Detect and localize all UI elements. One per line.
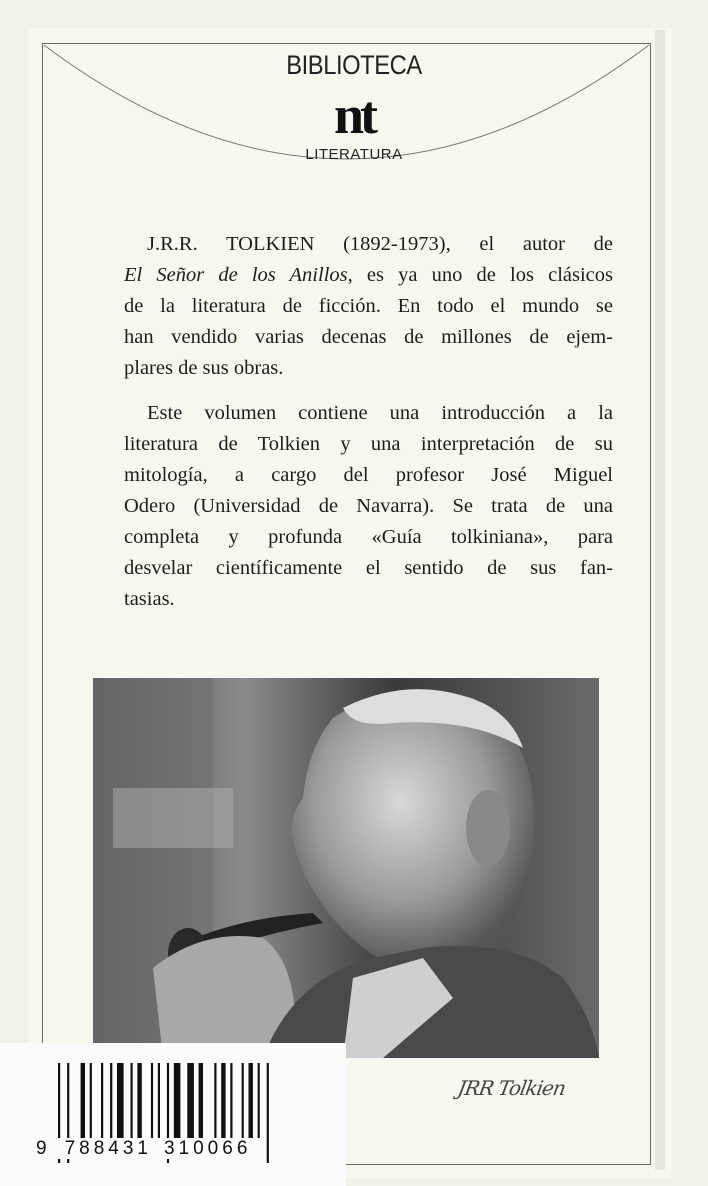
isbn-left-group: 788431 <box>51 1138 152 1159</box>
series-title: BIBLIOTECA <box>286 50 422 80</box>
barcode-bar <box>242 1063 244 1138</box>
text-line: tasias. <box>124 588 175 610</box>
text-line: literatura de Tolkien y una interpretación de su <box>124 433 613 455</box>
text-line: han vendido varias decenas de millones de ejem- <box>124 326 613 348</box>
text-line: plares de sus obras. <box>124 357 284 379</box>
barcode-bar <box>199 1063 203 1138</box>
barcode-bar <box>221 1063 225 1138</box>
text-line: desvelar científicamente el sentido de sus fan- <box>124 557 613 579</box>
barcode-bar <box>214 1063 216 1138</box>
barcode-bar <box>131 1063 133 1138</box>
text-line: El Señor de los Anillos, es ya uno de los clásicos <box>124 264 613 286</box>
isbn-number <box>36 1138 251 1160</box>
barcode-bar <box>267 1063 269 1163</box>
barcode-bar <box>81 1063 85 1138</box>
author-signature: JRR Tolkien <box>455 1076 568 1100</box>
description-paragraph <box>124 398 613 615</box>
cover-edge <box>655 30 665 1170</box>
barcode-bar <box>137 1063 141 1138</box>
book-title-italic: El Señor de los Anillos <box>124 264 348 286</box>
barcode-bar <box>249 1063 253 1138</box>
barcode-bar <box>110 1063 112 1138</box>
isbn-right-group: 310066 <box>152 1138 251 1159</box>
collection-name: LITERATURA <box>305 146 403 163</box>
publisher-logo: nt <box>333 85 374 145</box>
barcode-bar <box>230 1063 232 1138</box>
barcode-bar <box>158 1063 160 1138</box>
author-portrait-photo <box>93 678 599 1058</box>
barcode-bar <box>117 1063 124 1138</box>
barcode-bar <box>151 1063 153 1138</box>
text-line: Odero (Universidad de Navarra). Se trata de una <box>124 495 613 517</box>
text-line: J.R.R. TOLKIEN (1892-1973), el autor de <box>147 233 613 255</box>
barcode-bar <box>90 1063 92 1138</box>
text-line: Este volumen contiene una introducción a la <box>147 402 613 424</box>
text-line: completa y profunda «Guía tolkiniana», para <box>124 526 613 548</box>
text-line: de la literatura de ficción. En todo el mundo se <box>124 295 613 317</box>
text-line: mitología, a cargo del profesor José Miguel <box>124 464 613 486</box>
barcode-bar <box>258 1063 260 1138</box>
author-paragraph <box>124 229 613 384</box>
barcode-bar <box>101 1063 103 1138</box>
barcode-bar <box>187 1063 194 1138</box>
barcode-bar <box>174 1063 181 1138</box>
isbn-first-digit: 9 <box>36 1138 51 1159</box>
